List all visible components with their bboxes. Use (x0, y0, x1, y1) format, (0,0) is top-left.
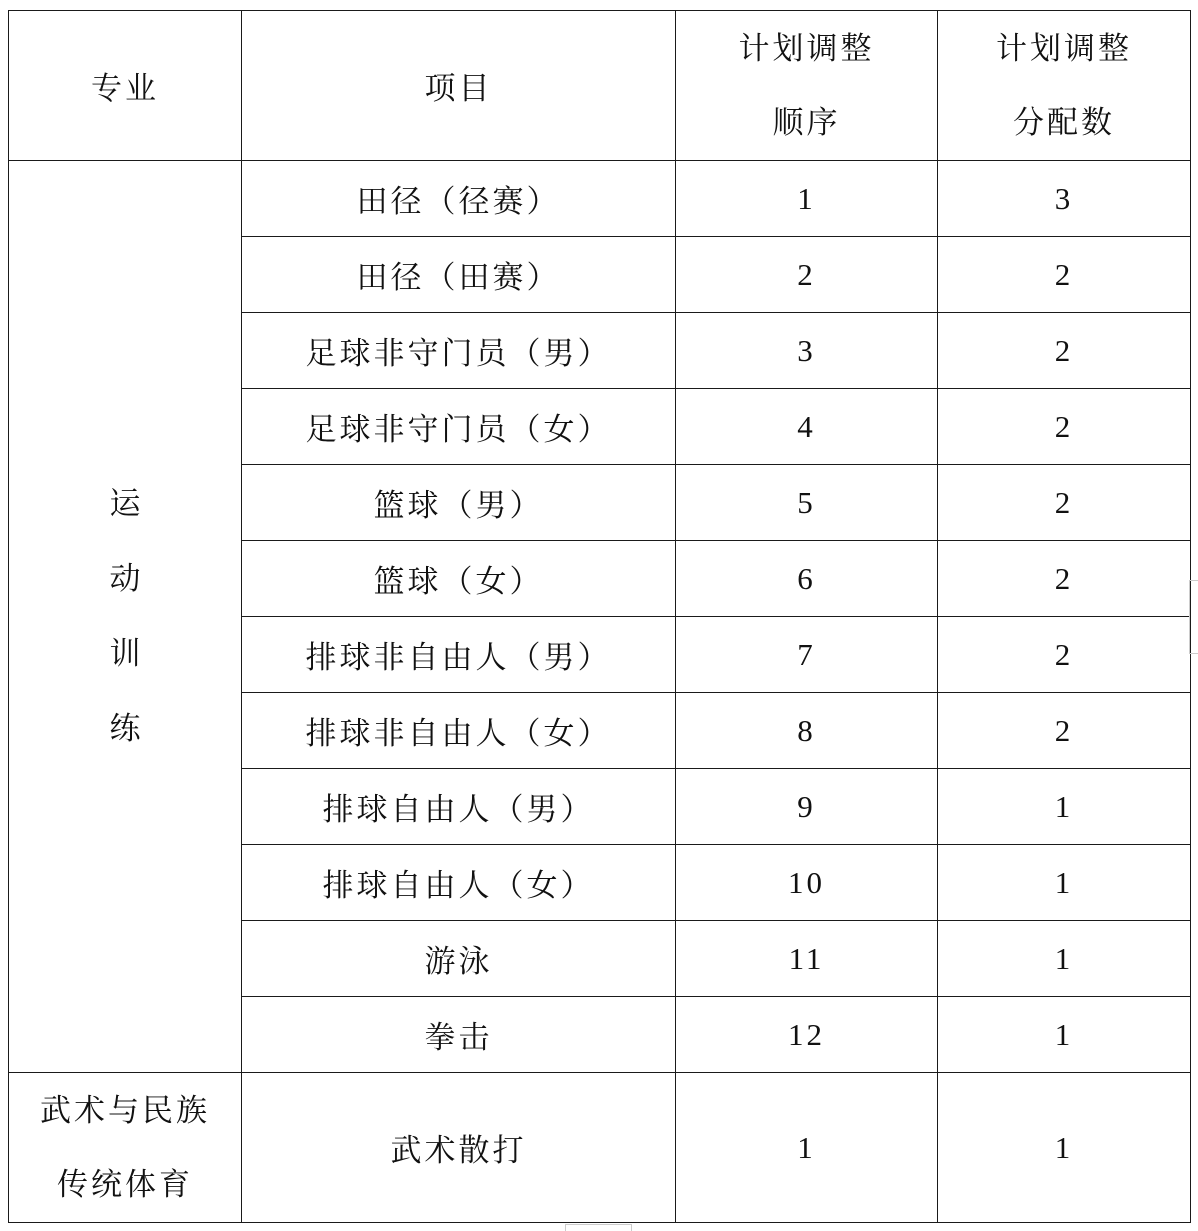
item-cell: 排球非自由人（男） (242, 617, 676, 693)
major-line-2: 传统体育 (57, 1166, 193, 1203)
header-allocation-line-1: 计划调整 (996, 30, 1132, 67)
item-cell: 排球自由人（男） (242, 769, 676, 845)
item-cell: 游泳 (242, 921, 676, 997)
page-bottom-marker (565, 1224, 632, 1231)
item-cell: 田径（田赛） (242, 237, 676, 313)
order-cell: 11 (676, 921, 938, 997)
order-cell: 4 (676, 389, 938, 465)
order-cell: 7 (676, 617, 938, 693)
allocation-table (8, 10, 1191, 1223)
count-cell: 1 (938, 997, 1191, 1073)
order-cell: 12 (676, 997, 938, 1073)
count-cell: 2 (938, 541, 1191, 617)
order-cell: 5 (676, 465, 938, 541)
order-cell: 1 (676, 161, 938, 237)
order-cell: 9 (676, 769, 938, 845)
header-order (676, 11, 938, 161)
count-cell: 1 (938, 845, 1191, 921)
item-cell: 篮球（男） (242, 465, 676, 541)
order-cell: 6 (676, 541, 938, 617)
order-cell: 1 (676, 1073, 938, 1223)
header-allocation (938, 11, 1191, 161)
header-allocation-line-2: 分配数 (1013, 104, 1115, 141)
item-cell: 足球非守门员（女） (242, 389, 676, 465)
count-cell: 2 (938, 693, 1191, 769)
major-char: 运 (109, 485, 141, 522)
count-cell: 3 (938, 161, 1191, 237)
count-cell: 1 (938, 1073, 1191, 1223)
page-edge-marker (1189, 580, 1198, 654)
order-cell: 8 (676, 693, 938, 769)
header-major: 专业 (9, 11, 242, 161)
header-row (9, 11, 1191, 161)
order-cell: 2 (676, 237, 938, 313)
table-body (9, 11, 1191, 1223)
count-cell: 1 (938, 769, 1191, 845)
item-cell: 足球非守门员（男） (242, 313, 676, 389)
count-cell: 2 (938, 617, 1191, 693)
table-row (9, 161, 1191, 237)
item-cell: 武术散打 (242, 1073, 676, 1223)
count-cell: 2 (938, 389, 1191, 465)
count-cell: 1 (938, 921, 1191, 997)
major-char: 动 (109, 560, 141, 597)
major-char: 训 (109, 635, 141, 672)
table-row (9, 1073, 1191, 1223)
order-cell: 3 (676, 313, 938, 389)
header-order-line-2: 顺序 (772, 104, 841, 141)
count-cell: 2 (938, 465, 1191, 541)
header-order-line-1: 计划调整 (738, 30, 875, 67)
count-cell: 2 (938, 237, 1191, 313)
header-item: 项目 (242, 11, 676, 161)
major-martial-arts (9, 1073, 242, 1223)
item-cell: 排球非自由人（女） (242, 693, 676, 769)
item-cell: 篮球（女） (242, 541, 676, 617)
item-cell: 田径（径赛） (242, 161, 676, 237)
major-line-1: 武术与民族 (40, 1092, 210, 1129)
major-char: 练 (109, 710, 141, 747)
major-sports-training (9, 161, 242, 1073)
order-cell: 10 (676, 845, 938, 921)
item-cell: 排球自由人（女） (242, 845, 676, 921)
item-cell: 拳击 (242, 997, 676, 1073)
count-cell: 2 (938, 313, 1191, 389)
